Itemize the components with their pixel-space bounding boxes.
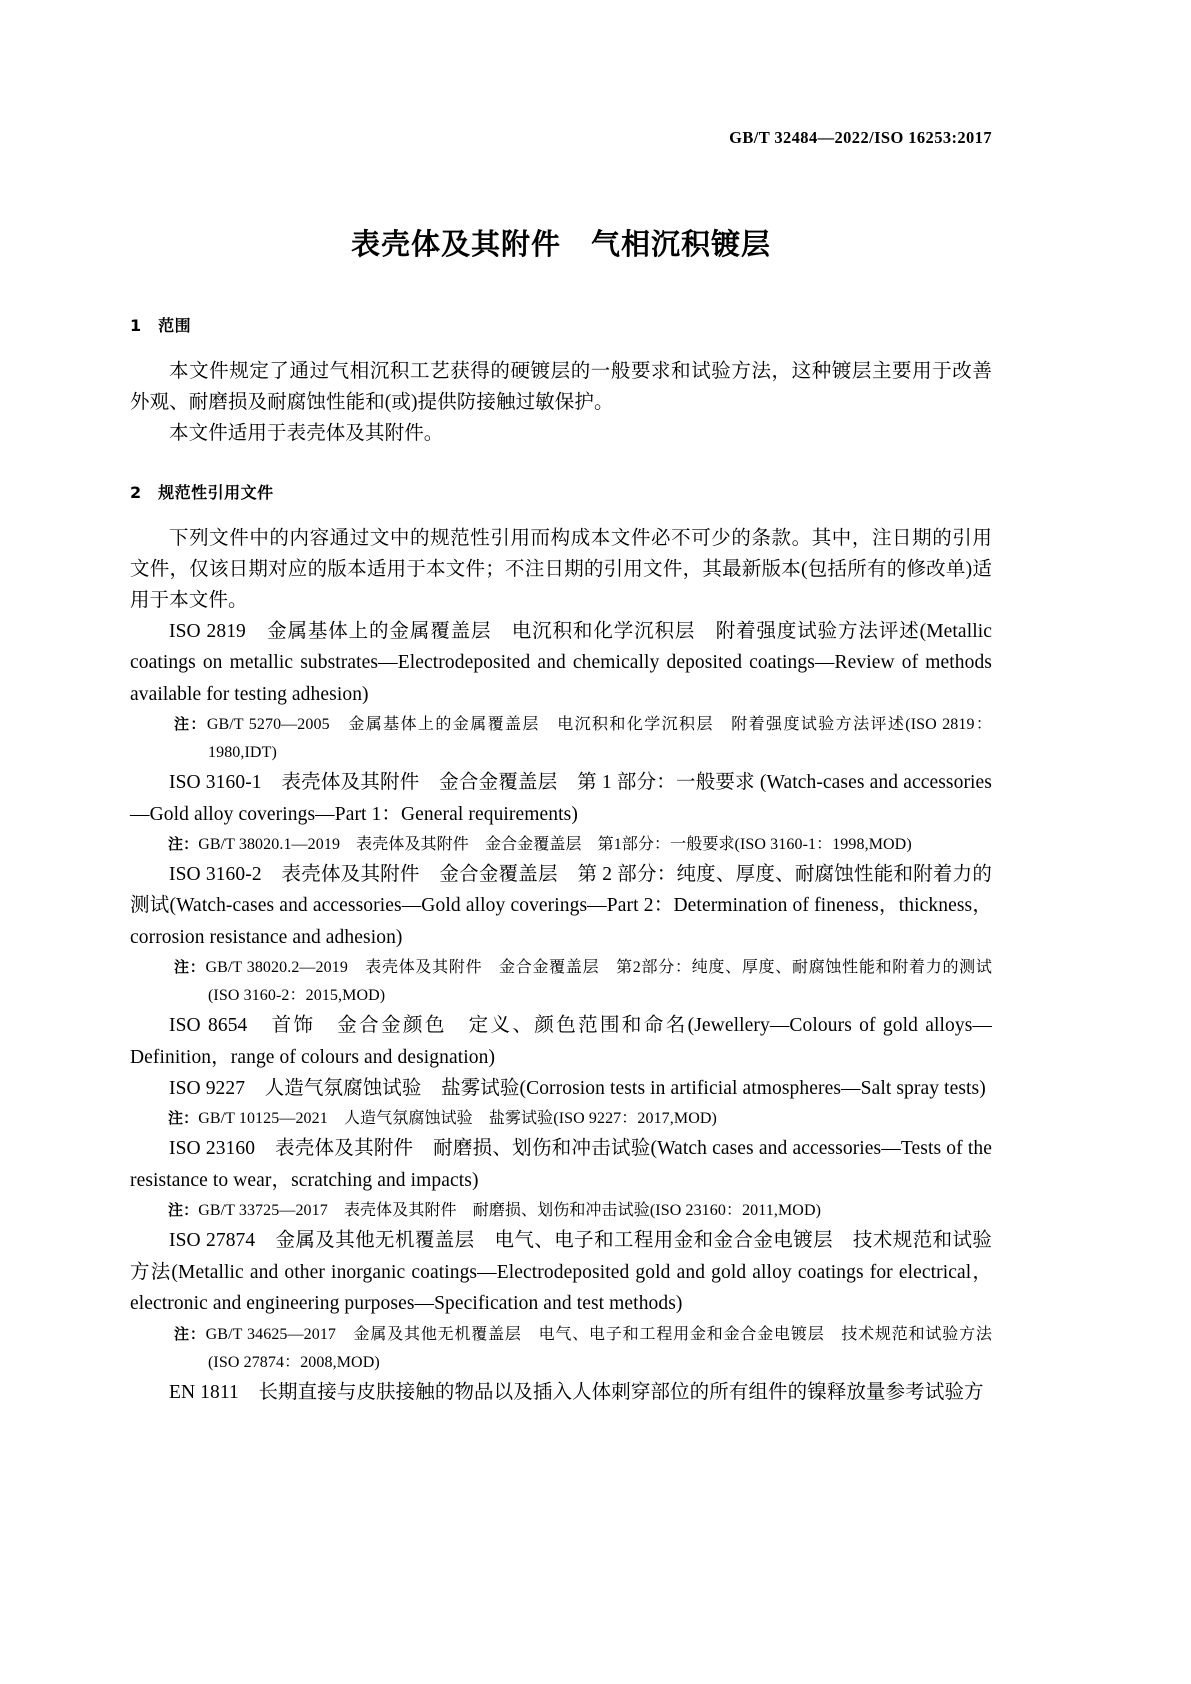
reference-note [130,830,992,859]
reference-entry: ISO 3160-1 表壳体及其附件 金合金覆盖层 第 1 部分：一般要求 (Watch-cases and accessories—Gold alloy coverings—Part 1：General requirements) [130,772,992,825]
running-header [130,128,992,148]
note-label: 注： [168,1201,199,1220]
clause-1-paragraph-1: 本文件规定了通过气相沉积工艺获得的硬镀层的一般要求和试验方法，这种镀层主要用于改善外观、耐磨损及耐腐蚀性能和(或)提供防接触过敏保护。 [130,361,992,413]
note-label: 注： [168,835,199,854]
clause-2-number: 2 [130,483,142,502]
note-text: GB/T 38020.1—2019 表壳体及其附件 金合金覆盖层 第1部分：一般要求(ISO 3160-1：1998,MOD) [198,836,912,854]
reference-note [130,1104,992,1133]
page-title: 表壳体及其附件 气相沉积镀层 [350,227,771,261]
document-body [130,318,992,1408]
reference-entry: ISO 23160 表壳体及其附件 耐磨损、划伤和冲击试验(Watch cases and accessories—Tests of the resistance to wear，scratching and impacts) [130,1138,992,1191]
reference-note [130,710,992,767]
note-text: GB/T 5270—2005 金属基体上的金属覆盖层 电沉积和化学沉积层 附着强度试验方法评述(ISO 2819：1980,IDT) [206,716,993,762]
reference-entry: ISO 9227 人造气氛腐蚀试验 盐雾试验(Corrosion tests in artificial atmospheres—Salt spray tests) [169,1078,986,1100]
note-text: GB/T 10125—2021 人造气氛腐蚀试验 盐雾试验(ISO 9227：2017,MOD) [198,1110,717,1128]
note-label: 注： [174,958,206,977]
reference-entry: ISO 8654 首饰 金合金颜色 定义、颜色范围和命名(Jewellery—Colours of gold alloys—Definition，range of colours and designation) [130,1015,992,1068]
reference-entry: EN 1811 长期直接与皮肤接触的物品以及插入人体刺穿部位的所有组件的镍释放量参考试验方 [169,1381,984,1403]
reference-note [130,953,992,1010]
reference-entry: ISO 3160-2 表壳体及其附件 金合金覆盖层 第 2 部分：纯度、厚度、耐腐蚀性能和附着力的测试(Watch-cases and accessories—Gold alloy coverings—Part 2：Determination of fineness，thickness，corrosion resistance and adhesion) [130,864,992,948]
note-text: GB/T 38020.2—2019 表壳体及其附件 金合金覆盖层 第2部分：纯度、厚度、耐腐蚀性能和附着力的测试(ISO 3160-2：2015,MOD) [205,959,993,1005]
clause-1-paragraph-2: 本文件适用于表壳体及其附件。 [169,423,444,444]
note-label: 注： [174,715,207,734]
reference-note [130,1196,992,1225]
note-text: GB/T 33725—2017 表壳体及其附件 耐磨损、划伤和冲击试验(ISO 23160：2011,MOD) [198,1202,822,1220]
clause-2-title: 规范性引用文件 [158,483,274,502]
note-label: 注： [168,1109,199,1128]
clause-1-number: 1 [130,316,142,335]
reference-entry: ISO 2819 金属基体上的金属覆盖层 电沉积和化学沉积层 附着强度试验方法评述(Metallic coatings on metallic substrates—Electrodeposited and chemically deposited coatings—Review of methods available for testing adhesion) [130,621,992,705]
note-label: 注： [174,1324,206,1343]
reference-note [130,1320,992,1377]
clause-heading-1 [130,318,992,334]
clause-1-title: 范围 [158,316,192,335]
clause-heading-2 [130,485,992,501]
reference-entry: ISO 27874 金属及其他无机覆盖层 电气、电子和工程用金和金合金电镀层 技术规范和试验方法(Metallic and other inorganic coatings—Electrodeposited gold and gold alloy coatings for electrical，electronic and engineering purposes—Specification and test methods) [130,1230,992,1315]
running-header-standard-number: GB/T 32484—2022/ISO 16253:2017 [729,128,992,147]
note-text: GB/T 34625—2017 金属及其他无机覆盖层 电气、电子和工程用金和金合金电镀层 技术规范和试验方法(ISO 27874：2008,MOD) [205,1325,992,1371]
clause-2-intro-paragraph: 下列文件中的内容通过文中的规范性引用而构成本文件必不可少的条款。其中，注日期的引用文件，仅该日期对应的版本适用于本文件；不注日期的引用文件，其最新版本(包括所有的修改单)适用于本文件。 [130,528,992,611]
